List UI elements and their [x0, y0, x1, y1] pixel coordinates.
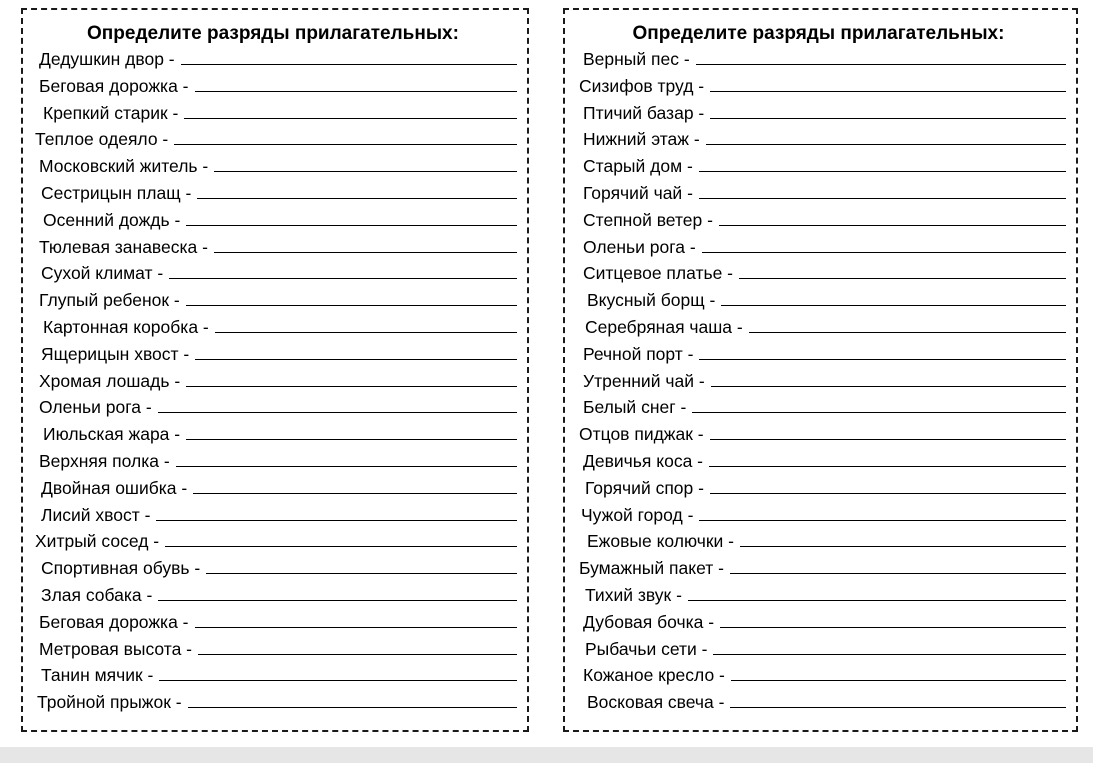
item-phrase: Танин мячик - — [41, 665, 154, 686]
item-phrase: Птичий базар - — [583, 102, 705, 123]
list-item — [571, 126, 1066, 153]
answer-blank-line — [730, 690, 1066, 708]
item-phrase: Оленьи рога - — [583, 236, 696, 257]
answer-blank-line — [699, 154, 1066, 172]
answer-blank-line — [184, 101, 517, 119]
list-item — [29, 555, 517, 582]
item-phrase: Крепкий старик - — [43, 102, 179, 123]
answer-blank-line — [709, 449, 1066, 467]
list-item — [29, 287, 517, 314]
answer-blank-line — [731, 663, 1066, 681]
answer-blank-line — [159, 663, 517, 681]
item-phrase: Хитрый сосед - — [35, 531, 160, 552]
list-item — [571, 421, 1066, 448]
list-item — [571, 180, 1066, 207]
answer-blank-line — [215, 315, 517, 333]
list-item — [571, 234, 1066, 261]
item-phrase: Дедушкин двор - — [39, 49, 175, 69]
list-item — [571, 260, 1066, 287]
list-item — [29, 180, 517, 207]
list-item — [29, 100, 517, 127]
item-phrase: Лисий хвост - — [41, 504, 151, 525]
list-item — [29, 126, 517, 153]
item-phrase: Беговая дорожка - — [39, 75, 189, 96]
list-item — [571, 207, 1066, 234]
list-item — [571, 153, 1066, 180]
item-phrase: Злая собака - — [41, 584, 153, 605]
answer-blank-line — [158, 583, 517, 601]
item-list — [571, 46, 1066, 716]
list-item — [29, 341, 517, 368]
answer-blank-line — [186, 369, 517, 387]
item-phrase: Ежовые колючки - — [587, 531, 734, 552]
answer-blank-line — [198, 637, 517, 655]
answer-blank-line — [719, 208, 1066, 226]
answer-blank-line — [188, 690, 517, 708]
answer-blank-line — [710, 422, 1066, 440]
item-phrase: Сизифов труд - — [579, 75, 705, 96]
list-item — [29, 448, 517, 475]
answer-blank-line — [158, 395, 517, 413]
list-item — [571, 287, 1066, 314]
item-phrase: Дубовая бочка - — [583, 611, 715, 632]
answer-blank-line — [165, 529, 517, 547]
worksheet-card-right — [563, 8, 1078, 732]
item-phrase: Старый дом - — [583, 156, 693, 177]
answer-blank-line — [195, 74, 517, 92]
item-phrase: Спортивная обувь - — [41, 558, 201, 579]
list-item — [571, 555, 1066, 582]
list-item — [571, 582, 1066, 609]
list-item — [29, 528, 517, 555]
answer-blank-line — [696, 47, 1066, 65]
card-title: Определите разряды прилагательных: — [632, 23, 1005, 44]
list-item — [29, 207, 517, 234]
answer-blank-line — [156, 503, 517, 521]
list-item — [571, 73, 1066, 100]
item-phrase: Девичья коса - — [583, 450, 703, 471]
list-item — [571, 475, 1066, 502]
list-item — [29, 609, 517, 636]
answer-blank-line — [699, 503, 1066, 521]
item-phrase: Тихий звук - — [585, 584, 682, 605]
list-item — [571, 341, 1066, 368]
item-phrase: Теплое одеяло - — [35, 129, 169, 150]
answer-blank-line — [721, 288, 1066, 306]
answer-blank-line — [706, 127, 1066, 145]
item-phrase: Глупый ребенок - — [39, 290, 180, 311]
answer-blank-line — [749, 315, 1066, 333]
footer-bar — [0, 747, 1093, 763]
list-item — [571, 502, 1066, 529]
list-item — [571, 689, 1066, 716]
item-phrase: Московский житель - — [39, 156, 209, 177]
answer-blank-line — [730, 556, 1066, 574]
answer-blank-line — [699, 181, 1066, 199]
list-item — [571, 100, 1066, 127]
answer-blank-line — [702, 235, 1066, 253]
list-item — [29, 260, 517, 287]
item-phrase: Утренний чай - — [583, 370, 705, 391]
answer-blank-line — [710, 101, 1066, 119]
list-item — [571, 368, 1066, 395]
card-title: Определите разряды прилагательных: — [87, 23, 459, 44]
list-item — [571, 636, 1066, 663]
list-item — [29, 475, 517, 502]
answer-blank-line — [176, 449, 517, 467]
answer-blank-line — [174, 127, 517, 145]
item-phrase: Июльская жара - — [43, 424, 181, 445]
answer-blank-line — [688, 583, 1066, 601]
item-phrase: Верхняя полка - — [39, 450, 170, 471]
item-phrase: Нижний этаж - — [583, 129, 700, 150]
item-phrase: Отцов пиджак - — [579, 424, 704, 445]
item-phrase: Серебряная чаша - — [585, 316, 743, 337]
answer-blank-line — [711, 369, 1066, 387]
list-item — [29, 636, 517, 663]
answer-blank-line — [713, 637, 1066, 655]
item-phrase: Хромая лошадь - — [39, 370, 181, 391]
item-phrase: Рыбачьи сети - — [585, 638, 708, 659]
answer-blank-line — [181, 47, 517, 65]
item-phrase: Речной порт - — [583, 343, 694, 364]
item-phrase: Горячий чай - — [583, 182, 693, 203]
answer-blank-line — [739, 261, 1066, 279]
list-item — [571, 609, 1066, 636]
item-phrase: Двойная ошибка - — [41, 477, 188, 498]
item-phrase: Кожаное кресло - — [583, 665, 725, 686]
list-item — [571, 394, 1066, 421]
list-item — [29, 368, 517, 395]
answer-blank-line — [186, 208, 517, 226]
answer-blank-line — [214, 154, 517, 172]
item-phrase: Осенний дождь - — [43, 209, 181, 230]
answer-blank-line — [195, 610, 517, 628]
answer-blank-line — [186, 288, 517, 306]
item-phrase: Ситцевое платье - — [583, 263, 734, 284]
answer-blank-line — [710, 74, 1066, 92]
list-item — [29, 662, 517, 689]
answer-blank-line — [692, 395, 1066, 413]
list-item — [29, 234, 517, 261]
list-item — [29, 502, 517, 529]
answer-blank-line — [169, 261, 517, 279]
answer-blank-line — [699, 342, 1066, 360]
item-phrase: Чужой город - — [581, 504, 694, 525]
item-phrase: Верный пес - — [583, 49, 690, 69]
list-item — [571, 528, 1066, 555]
answer-blank-line — [214, 235, 517, 253]
list-item — [29, 314, 517, 341]
list-item — [29, 73, 517, 100]
item-phrase: Степной ветер - — [583, 209, 713, 230]
list-item — [29, 689, 517, 716]
answer-blank-line — [740, 529, 1066, 547]
item-phrase: Белый снег - — [583, 397, 687, 418]
item-phrase: Восковая свеча - — [587, 692, 725, 713]
list-item — [571, 448, 1066, 475]
list-item — [571, 662, 1066, 689]
item-phrase: Горячий спор - — [585, 477, 704, 498]
item-phrase: Бумажный пакет - — [579, 558, 724, 579]
item-phrase: Тройной прыжок - — [37, 692, 182, 713]
answer-blank-line — [710, 476, 1066, 494]
list-item — [571, 46, 1066, 73]
item-phrase: Оленьи рога - — [39, 397, 152, 418]
answer-blank-line — [197, 181, 517, 199]
list-item — [29, 394, 517, 421]
list-item — [29, 153, 517, 180]
item-phrase: Сухой климат - — [41, 263, 164, 284]
item-list — [29, 46, 517, 716]
answer-blank-line — [720, 610, 1066, 628]
item-phrase: Беговая дорожка - — [39, 611, 189, 632]
item-phrase: Ящерицын хвост - — [41, 343, 190, 364]
item-phrase: Метровая высота - — [39, 638, 192, 659]
item-phrase: Вкусный борщ - — [587, 290, 716, 311]
list-item — [571, 314, 1066, 341]
item-phrase: Сестрицын плащ - — [41, 182, 192, 203]
list-item — [29, 421, 517, 448]
item-phrase: Картонная коробка - — [43, 316, 209, 337]
list-item — [29, 582, 517, 609]
answer-blank-line — [193, 476, 517, 494]
answer-blank-line — [206, 556, 517, 574]
list-item — [29, 46, 517, 73]
answer-blank-line — [195, 342, 517, 360]
item-phrase: Тюлевая занавеска - — [39, 236, 208, 257]
answer-blank-line — [186, 422, 517, 440]
worksheet-card-left — [21, 8, 529, 732]
